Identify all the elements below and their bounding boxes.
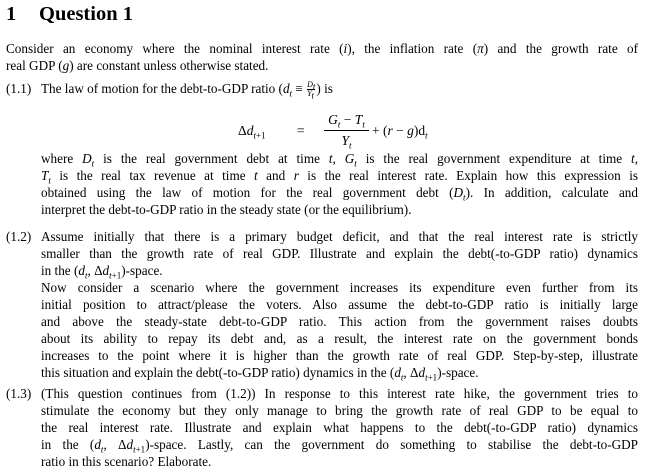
question-line: in the ($d_t$, $\Delta d_{t+1}$)-space. Lastly, can the government do something to stabilise the debt-to-GDP [41,437,639,455]
question-line: Assume initially that there is a primary budget deficit, and that the real interest rate is strictly [41,229,638,244]
section-title: Question 1 [39,3,133,25]
equation-equals: = [297,123,305,138]
question-label: (1.2) [6,229,32,244]
question-line: ratio in this scenario? Elaborate. [41,454,212,469]
question-line: $T_t$ is the real tax revenue at time t and r is the real interest rate. Explain how this expression is [41,168,639,186]
equation-lhs: $\Delta d_{t+1}$ [238,123,266,141]
question-line: interpret the debt-to-GDP ratio in the steady state (or the equilibrium). [41,202,412,217]
question-line: The law of motion for the debt-to-GDP ratio ($d_t$ ≡ $\frac{D_t}{Y_t}$ ) is [41,80,333,102]
question-line: (This question continues from (1.2)) In response to this interest rate hike, the government tries to [41,386,638,401]
question-line: in the ($d_t$, $\Delta d_{t+1}$)-space. [41,263,163,281]
question-1-2-body [41,228,638,381]
question-line: initial position to attract/please the voters. Also assume the debt-to-GDP ratio is initially large [41,297,638,312]
section-heading [6,2,133,26]
question-line: and above the steady-state debt-to-GDP ratio. This action from the government raises doubts [41,314,638,329]
section-number: 1 [6,3,17,25]
question-1-3-body [41,385,638,470]
intro-line: Consider an economy where the nominal interest rate (i), the inflation rate (π) and the growth rate of [6,41,639,56]
question-1-1-body [41,150,638,218]
law-of-motion-equation [6,112,642,152]
equation-rest: + $(r - g)d_t$ [372,123,428,141]
question-line: Now consider a scenario where the government increases its expenditure even further from its [41,280,638,295]
question-1-1-lead [41,80,638,102]
question-line: stimulate the economy but they only manage to bring the growth rate of real GDP to be equal to [41,403,638,418]
equation-numerator: $G_t - T_t$ [328,112,365,130]
question-line: this situation and explain the debt(-to-GDP ratio) dynamics in the ($d_t$, $\Delta d_{t+1}$)-space. [41,365,479,383]
question-line: about its ability to repay its debt and, as a result, the interest rate on the government bonds [41,331,638,346]
question-line: smaller than the growth rate of real GDP. Illustrate and explain the debt(-to-GDP ratio) dynamics [41,246,638,261]
question-label: (1.3) [6,386,32,401]
question-label: (1.1) [6,81,32,96]
question-line: obtained using the law of motion for the real government debt $(D_t)$. In addition, calculate and [41,185,638,203]
equation-denominator: $Y_t$ [341,133,352,151]
fraction-bar [324,130,369,131]
question-line: the real interest rate. Illustrate and explain what happens to the debt(-to-GDP ratio) dynamics [41,420,638,435]
equation-fraction [324,112,369,149]
question-line: where $D_t$ is the real government debt at time t, $G_t$ is the real government expenditure at time t, [41,151,638,169]
intro-paragraph [6,40,638,74]
question-line: increases to the point where it is higher than the growth rate of real GDP. Step-by-step, illustrate [41,348,638,363]
intro-line: real GDP (g) are constant unless otherwise stated. [6,58,269,73]
